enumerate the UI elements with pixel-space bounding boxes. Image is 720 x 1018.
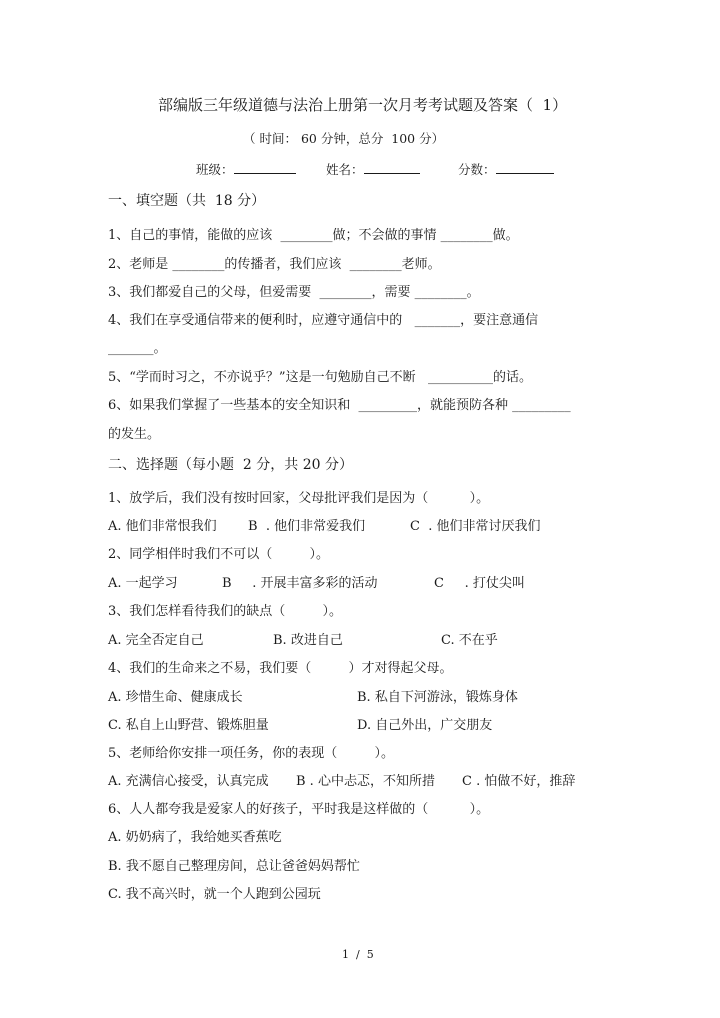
score-field	[458, 161, 554, 178]
q1-option-c: C . 他们非常讨厌我们	[410, 519, 541, 534]
fill-question-3: 3、我们都爱自己的父母，但爱需要 ________，需要 ________。	[108, 285, 480, 300]
fill-question-1: 1、自己的事情，能做的应该 ________做；不会做的事情 ________做。	[108, 228, 519, 243]
q1-option-a: A. 他们非常恨我们	[108, 519, 217, 534]
name-field	[326, 161, 420, 178]
q6-option-c: C. 我不高兴时，就一个人跑到公园玩	[108, 887, 321, 902]
q1-option-b: B . 他们非常爱我们	[248, 519, 366, 534]
fill-question-4-cont: _______。	[108, 341, 167, 356]
name-label: 姓名：	[326, 162, 364, 177]
score-label: 分数：	[458, 162, 496, 177]
q4-option-a: A. 珍惜生命、健康成长	[108, 690, 243, 705]
name-blank	[364, 161, 420, 174]
fill-question-5: 5、“学而时习之，不亦说乎？”这是一句勉励自己不断 __________的话。	[108, 370, 532, 385]
class-label: 班级：	[196, 162, 234, 177]
q5-option-c: C . 怕做不好，推辞	[462, 774, 576, 789]
q2-option-c: C . 打仗尖叫	[434, 576, 525, 591]
fill-question-6: 6、如果我们掌握了一些基本的安全知识和 _________，就能预防各种 _________	[108, 398, 571, 413]
fill-question-6-cont: 的发生。	[108, 427, 161, 442]
q4-option-b: B. 私自下河游泳，锻炼身体	[357, 690, 518, 705]
q5-option-a: A. 充满信心接受，认真完成	[108, 774, 269, 789]
document-title: 部编版三年级道德与法治上册第一次月考考试题及答案（ 1）	[158, 96, 568, 114]
choice-question-4: 4、我们的生命来之不易，我们要（ ）才对得起父母。	[108, 661, 453, 676]
q6-option-b: B. 我不愿自己整理房间，总让爸爸妈妈帮忙	[108, 859, 360, 874]
q4-option-c: C. 私自上山野营、锻炼胆量	[108, 718, 269, 733]
section-choice-heading: 二、选择题（每小题 2 分，共 20 分）	[108, 457, 353, 473]
class-field	[196, 161, 296, 178]
q2-option-a: A. 一起学习	[108, 576, 178, 591]
section-fill-in-heading: 一、填空题（共 18 分）	[108, 193, 266, 209]
q4-option-d: D. 自己外出，广交朋友	[357, 718, 493, 733]
fill-question-4: 4、我们在享受通信带来的便利时，应遵守通信中的 _______，要注意通信	[108, 313, 539, 328]
choice-question-6: 6、人人都夸我是爱家人的好孩子，平时我是这样做的（ ）。	[108, 802, 490, 817]
class-blank	[234, 161, 296, 174]
choice-question-1: 1、放学后，我们没有按时回家，父母批评我们是因为（ ）。	[108, 491, 490, 506]
q2-option-b: B . 开展丰富多彩的活动	[222, 576, 378, 591]
time-score-info: （ 时间： 60 分钟，总分 100 分）	[243, 131, 445, 146]
q3-option-c: C. 不在乎	[441, 633, 498, 648]
q5-option-b: B . 心中忐忑，不知所措	[296, 774, 435, 789]
score-blank	[496, 161, 554, 174]
fill-question-2: 2、老师是 ________的传播者，我们应该 ________老师。	[108, 257, 441, 272]
q3-option-b: B. 改进自己	[273, 633, 343, 648]
q6-option-a: A. 奶奶病了，我给她买香蕉吃	[108, 830, 282, 845]
choice-question-2: 2、同学相伴时我们不可以（ ）。	[108, 547, 329, 562]
page-number: 1 / 5	[342, 948, 374, 961]
choice-question-5: 5、老师给你安排一项任务，你的表现（ ）。	[108, 746, 394, 761]
choice-question-3: 3、我们怎样看待我们的缺点（ ）。	[108, 604, 342, 619]
q3-option-a: A. 完全否定自己	[108, 633, 204, 648]
